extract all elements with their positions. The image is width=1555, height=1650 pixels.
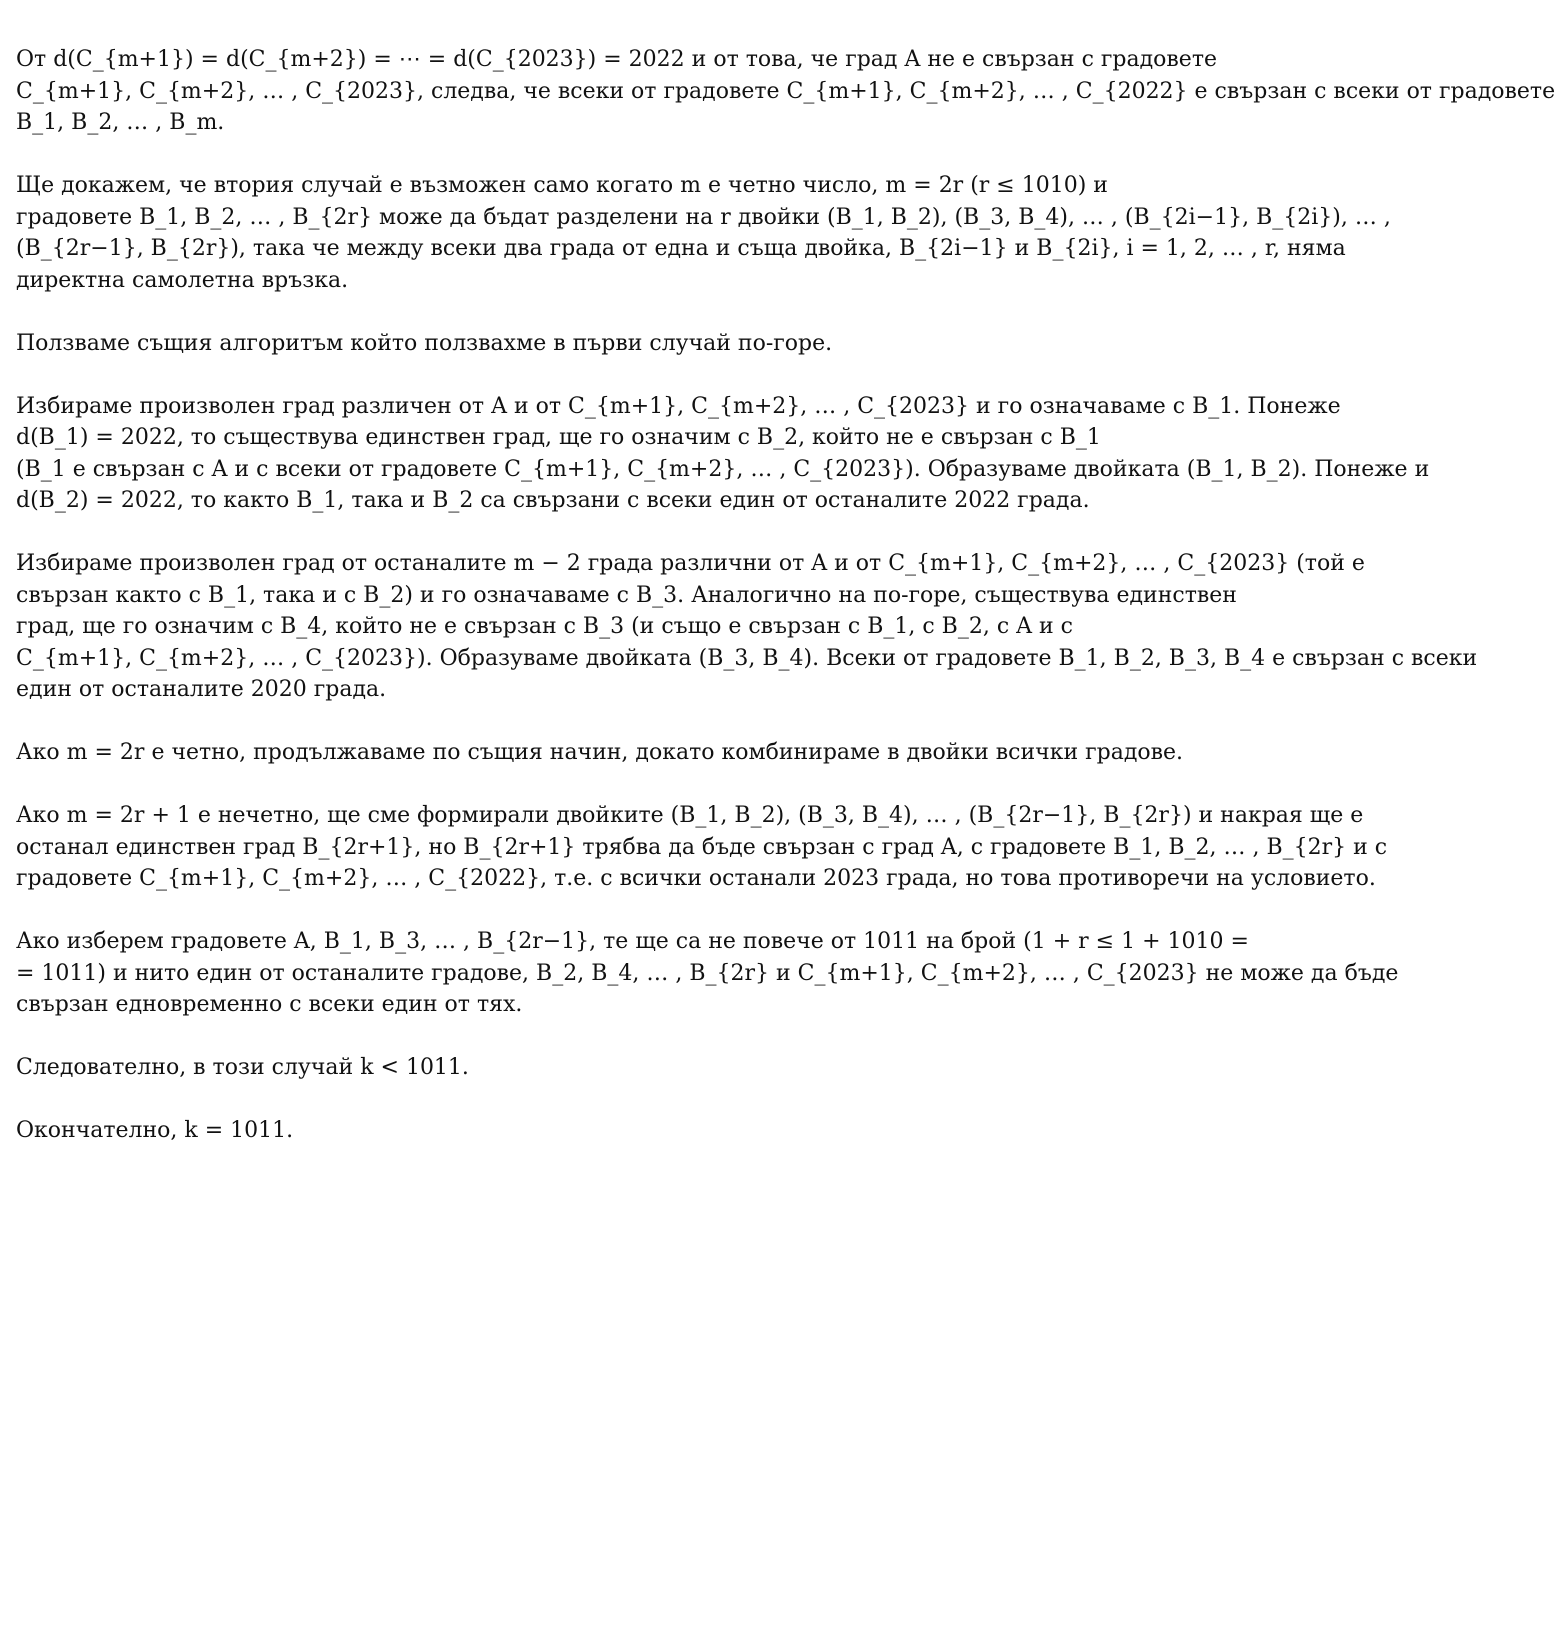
text-line: d(B_2) = 2022, то както B_1, така и B_2 са свързани с всеки един от останалите 2022 града. xyxy=(16,488,1090,513)
text-line: (B_{2r−1}, B_{2r}), така че между всеки два града от една и съща двойка, B_{2i−1} и B_{2i}, i = 1, 2, … , r, няма xyxy=(16,236,1346,261)
text-line: свързан едновременно с всеки един от тях. xyxy=(16,992,523,1017)
text-line: d(B_1) = 2022, то съществува единствен град, ще го означим с B_2, който не е свързан с B_1 xyxy=(16,425,1101,450)
paragraph-3 xyxy=(16,328,1256,360)
text-line: един от останалите 2020 града. xyxy=(16,677,387,702)
text-line: градовете B_1, B_2, … , B_{2r} може да бъдат разделени на r двойки (B_1, B_2), (B_3, B_4), … , (B_{2i−1}, B_{2i}), … , xyxy=(16,204,1391,230)
paragraph-10 xyxy=(16,1115,1256,1147)
paragraph-9 xyxy=(16,1052,1256,1084)
text-line: градовете C_{m+1}, C_{m+2}, … , C_{2022}, т.е. с всички останали 2023 града, но това противоречи на условието. xyxy=(16,866,1376,891)
text-line: Ако m = 2r е четно, продължаваме по същия начин, докато комбинираме в двойки всички градове. xyxy=(16,740,1184,765)
text-line: свързан както с B_1, така и с B_2) и го означаваме с B_3. Аналогично на по-горе, съществува единствен xyxy=(16,582,1237,608)
text-line: Ако m = 2r + 1 е нечетно, ще сме формирали двойките (B_1, B_2), (B_3, B_4), … , (B_{2r−1}, B_{2r}) и накрая ще е xyxy=(16,803,1364,828)
text-line: Окончателно, k = 1011. xyxy=(16,1118,294,1143)
text-line: Ако изберем градовете A, B_1, B_3, … , B_{2r−1}, те ще са не повече от 1011 на брой (1 + r ≤ 1 + 1010 = xyxy=(16,929,1249,954)
text-line: (B_1 е свързан с A и с всеки от градовете C_{m+1}, C_{m+2}, … , C_{2023}). Образуваме двойката (B_1, B_2). Понеже и xyxy=(16,456,1430,482)
paragraph-8 xyxy=(16,926,1399,1021)
paragraph-2 xyxy=(16,170,1391,296)
text-line: B_1, B_2, … , B_m. xyxy=(16,110,225,135)
text-line: Ще докажем, че втория случай е възможен само когато m е четно число, m = 2r (r ≤ 1010) и xyxy=(16,173,1108,198)
text-line: град, ще го означим с B_4, който не е свързан с B_3 (и също е свързан с B_1, с B_2, с A и с xyxy=(16,614,1073,639)
text-line: Следователно, в този случай k < 1011. xyxy=(16,1055,469,1080)
text-line: Ползваме същия алгоритъм който ползвахме в първи случай по-горе. xyxy=(16,330,833,356)
text-line: = 1011) и нито един от останалите градове, B_2, B_4, … , B_{2r} и C_{m+1}, C_{m+2}, … , C_{2023} не може да бъде xyxy=(16,960,1399,986)
paragraph-7 xyxy=(16,800,1388,895)
paragraph-1 xyxy=(16,44,1555,139)
paragraph-6 xyxy=(16,737,1256,769)
text-line: директна самолетна връзка. xyxy=(16,267,349,293)
text-line: От d(C_{m+1}) = d(C_{m+2}) = ⋯ = d(C_{2023}) = 2022 и от това, че град A не е свързан с градовете xyxy=(16,47,1218,72)
paragraph-5 xyxy=(16,548,1478,706)
text-line: C_{m+1}, C_{m+2}, … , C_{2023}, следва, че всеки от градовете C_{m+1}, C_{m+2}, … , C_{2022} е свързан с всеки от градовете xyxy=(16,78,1555,104)
text-line: Избираме произволен град различен от A и от C_{m+1}, C_{m+2}, … , C_{2023} и го означаваме с B_1. Понеже xyxy=(16,393,1341,419)
paragraph-4 xyxy=(16,391,1430,517)
text-line: останал единствен град B_{2r+1}, но B_{2r+1} трябва да бъде свързан с град A, с градовете B_1, B_2, … , B_{2r} и с xyxy=(16,834,1388,860)
text-line: Избираме произволен град от останалите m − 2 града различни от A и от C_{m+1}, C_{m+2}, … , C_{2023} (той е xyxy=(16,551,1365,576)
text-line: C_{m+1}, C_{m+2}, … , C_{2023}). Образуваме двойката (B_3, B_4). Всеки от градовете B_1, B_2, B_3, B_4 е свързан с всеки xyxy=(16,645,1478,671)
document-page xyxy=(16,44,1555,1178)
